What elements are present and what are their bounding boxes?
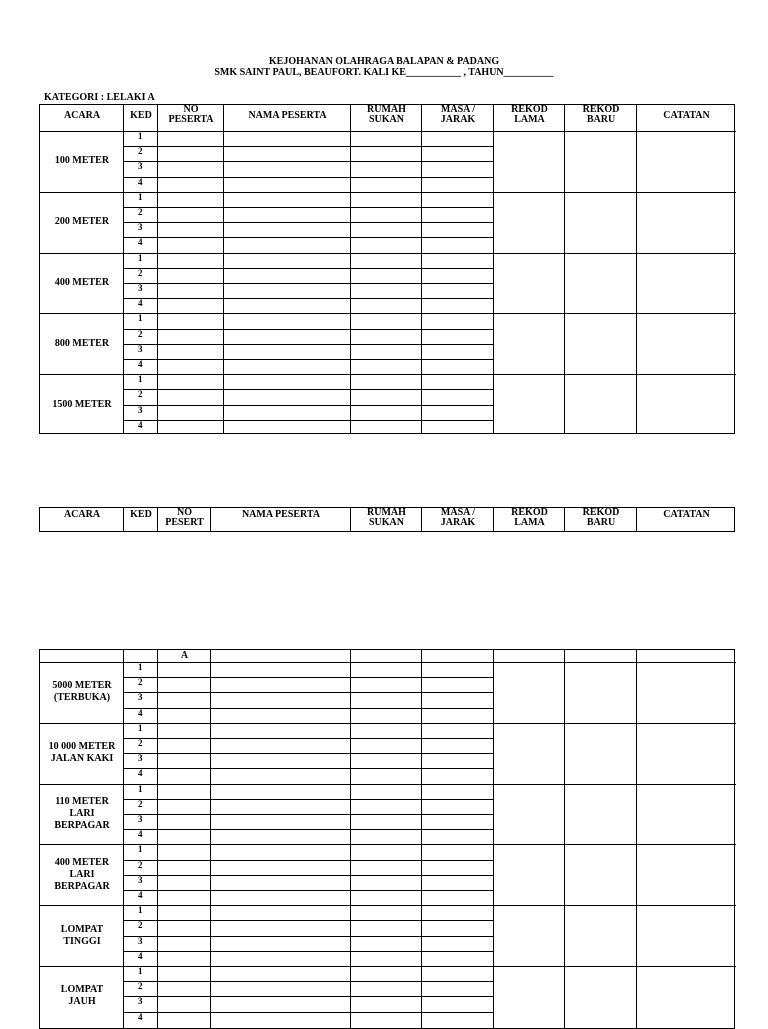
event-name: 5000 METER (TERBUKA) — [52, 680, 112, 704]
row-line — [124, 283, 494, 284]
ked-number: 2 — [138, 328, 143, 339]
row-line — [40, 192, 736, 193]
ked-number: 3 — [138, 935, 143, 946]
event-name: LOMPAT TINGGI — [60, 923, 104, 947]
ked-number: 1 — [138, 905, 143, 916]
row-line — [124, 920, 494, 921]
column-header: REKOD LAMA — [511, 104, 548, 125]
column-header: NAMA PESERTA — [241, 509, 321, 520]
ked-number: 4 — [138, 176, 143, 187]
school-line: SMK SAINT PAUL, BEAUFORT. KALI KE___________ , TAHUN__________ — [214, 67, 554, 78]
ked-number: 2 — [138, 389, 143, 400]
row-line — [124, 268, 494, 269]
ked-number: 3 — [138, 283, 143, 293]
results-table-2-header — [39, 507, 735, 532]
row-line — [40, 253, 736, 254]
ked-number: 1 — [138, 722, 143, 733]
row-line — [124, 344, 494, 345]
column-header: CATATAN — [663, 509, 710, 520]
column-header: NAMA PESERTA — [248, 110, 327, 121]
ked-number: 4 — [138, 419, 143, 430]
row-line — [124, 768, 494, 769]
row-line — [40, 784, 736, 785]
row-line — [40, 374, 736, 375]
column-header: ACARA — [63, 110, 101, 121]
row-line — [124, 996, 494, 997]
row-line — [124, 860, 494, 861]
column-line — [157, 105, 158, 433]
column-header: ACARA — [63, 509, 101, 520]
column-header: NO PESERT — [165, 507, 204, 528]
column-header: REKOD LAMA — [511, 507, 548, 528]
ked-number: 4 — [138, 950, 143, 961]
row-line — [124, 298, 494, 299]
ked-number: 1 — [138, 313, 143, 324]
column-line — [636, 650, 637, 1028]
row-line — [124, 981, 494, 982]
ked-number: 3 — [138, 161, 143, 172]
row-line — [40, 313, 736, 314]
category-label: KATEGORI : LELAKI A — [44, 92, 155, 103]
ked-number: 2 — [138, 267, 143, 278]
ked-number: 1 — [138, 131, 143, 141]
ked-number: 4 — [138, 298, 143, 309]
row-line — [40, 966, 736, 967]
column-header: REKOD BARU — [582, 507, 620, 528]
row-line — [124, 146, 494, 147]
row-line — [40, 131, 736, 132]
ked-number: 4 — [138, 829, 143, 840]
ked-number: 2 — [138, 798, 143, 809]
row-line — [124, 1012, 494, 1013]
ked-number: 3 — [138, 753, 143, 764]
event-name: 10 000 METER JALAN KAKI — [48, 741, 116, 765]
row-line — [124, 177, 494, 178]
event-name: 200 METER — [54, 216, 110, 228]
row-line — [40, 723, 736, 724]
ked-number: 3 — [138, 222, 143, 233]
row-line — [124, 692, 494, 693]
event-name: 1500 METER — [52, 398, 112, 410]
column-header: MASA / JARAK — [440, 507, 476, 528]
column-mark: A — [180, 650, 189, 661]
results-table-3 — [39, 649, 735, 1029]
ked-number: 1 — [138, 783, 143, 794]
row-line — [124, 708, 494, 709]
results-table-1 — [39, 104, 735, 434]
row-line — [124, 359, 494, 360]
ked-number: 3 — [138, 404, 143, 415]
row-line — [124, 875, 494, 876]
ked-number: 4 — [138, 1011, 143, 1022]
ked-number: 1 — [138, 662, 143, 672]
column-header: REKOD BARU — [582, 104, 620, 125]
document-title: KEJOHANAN OLAHRAGA BALAPAN & PADANG — [268, 56, 500, 67]
ked-number: 2 — [138, 859, 143, 870]
event-name: 800 METER — [54, 337, 110, 349]
column-header: RUMAH SUKAN — [367, 104, 406, 125]
ked-number: 2 — [138, 920, 143, 931]
ked-number: 4 — [138, 237, 143, 248]
ked-number: 2 — [138, 207, 143, 217]
row-line — [40, 662, 736, 663]
ked-number: 3 — [138, 343, 143, 354]
column-header: MASA / JARAK — [440, 104, 476, 125]
row-line — [124, 237, 494, 238]
row-line — [124, 753, 494, 754]
ked-number: 4 — [138, 768, 143, 779]
ked-number: 1 — [138, 191, 143, 202]
row-line — [124, 329, 494, 330]
column-line — [493, 105, 494, 433]
ked-number: 1 — [138, 252, 143, 263]
row-line — [124, 738, 494, 739]
row-line — [124, 405, 494, 406]
ked-number: 1 — [138, 966, 143, 976]
ked-number: 4 — [138, 359, 143, 369]
row-line — [40, 844, 736, 845]
ked-number: 1 — [138, 374, 143, 385]
column-line — [421, 105, 422, 433]
row-line — [124, 677, 494, 678]
column-line — [564, 105, 565, 433]
ked-number: 4 — [138, 707, 143, 718]
row-line — [40, 905, 736, 906]
event-name: 100 METER — [54, 155, 110, 167]
event-name: 400 METER — [54, 276, 110, 288]
ked-number: 3 — [138, 874, 143, 885]
row-line — [124, 207, 494, 208]
event-name: 400 METER LARI BERPAGAR — [54, 856, 110, 892]
row-line — [124, 814, 494, 815]
ked-number: 3 — [138, 814, 143, 824]
column-line — [223, 105, 224, 433]
column-line — [350, 105, 351, 433]
row-line — [124, 951, 494, 952]
row-line — [124, 222, 494, 223]
ked-number: 2 — [138, 981, 143, 992]
row-line — [124, 799, 494, 800]
column-header: KED — [130, 509, 152, 520]
column-header: NO PESERTA — [168, 104, 214, 125]
event-name: 110 METER LARI BERPAGAR — [54, 795, 110, 831]
row-line — [124, 420, 494, 421]
ked-number: 3 — [138, 692, 143, 703]
column-line — [636, 105, 637, 433]
row-line — [124, 829, 494, 830]
column-header: KED — [130, 110, 152, 121]
ked-number: 2 — [138, 146, 143, 157]
ked-number: 3 — [138, 996, 143, 1007]
row-line — [124, 890, 494, 891]
column-header: CATATAN — [663, 110, 710, 121]
row-line — [124, 389, 494, 390]
ked-number: 2 — [138, 738, 143, 748]
ked-number: 2 — [138, 677, 143, 688]
ked-number: 1 — [138, 844, 143, 855]
row-line — [124, 936, 494, 937]
event-name: LOMPAT JAUH — [60, 984, 104, 1008]
column-line — [564, 650, 565, 1028]
ked-number: 4 — [138, 890, 143, 900]
row-line — [124, 161, 494, 162]
column-header: RUMAH SUKAN — [367, 507, 406, 528]
